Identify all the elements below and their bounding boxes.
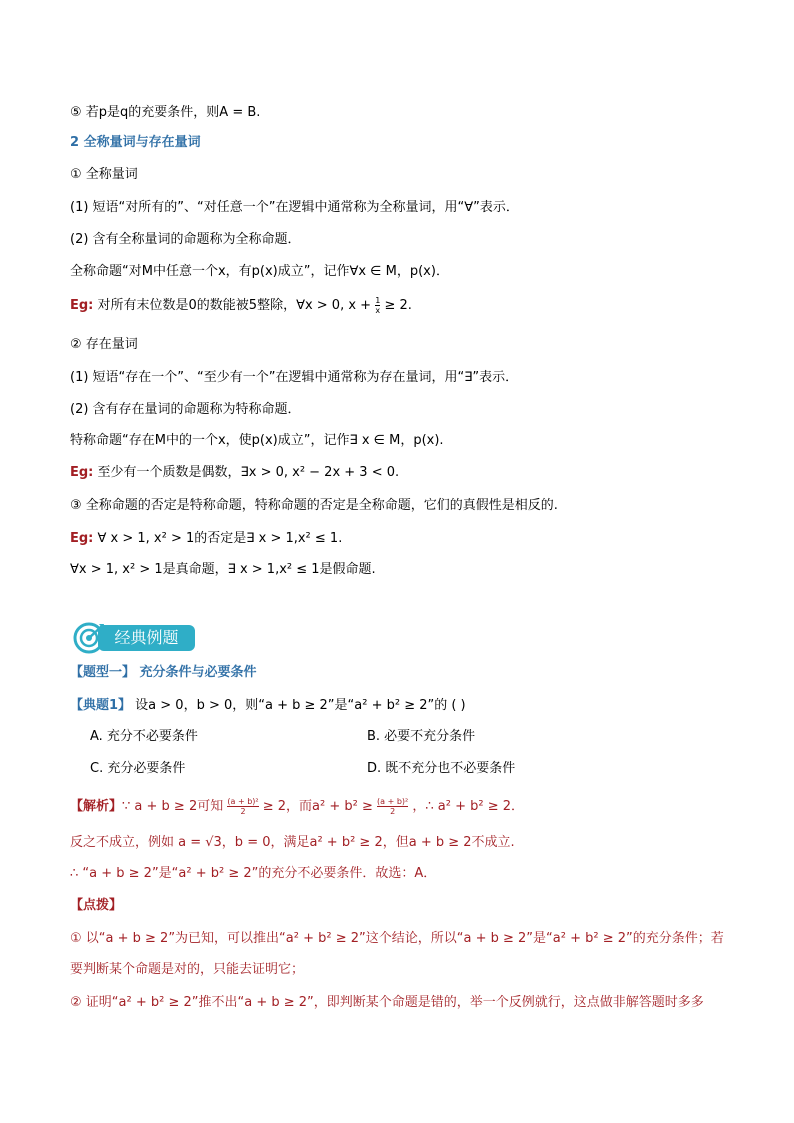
tip-line-1: ① 以“a + b ≥ 2”为已知，可以推出“a² + b² ≥ 2”这个结论，所以“a + b ≥ 2”是“a² + b² ≥ 2”的充分条件；若 [70, 931, 724, 946]
option-d: D. 既不充分也不必要条件 [367, 761, 516, 776]
universal-line-2: (2) 含有全称量词的命题称为全称命题． [70, 232, 301, 247]
eg-tail: ≥ 2. [384, 298, 412, 313]
option-c: C. 充分必要条件 [90, 761, 186, 776]
solution-line-2: 反之不成立，例如 a = √3，b = 0，满足a² + b² ≥ 2，但a + b ≥ 2不成立. [70, 835, 515, 850]
banner-label: 经典例题 [98, 625, 195, 651]
eg-text: 至少有一个质数是偶数，∃x > 0, x² − 2x + 3 < 0. [93, 465, 400, 480]
option-b: B. 必要不充分条件 [367, 729, 476, 744]
solution-text-a: ∵ a + b ≥ 2可知 [122, 799, 224, 814]
eg-text: 对所有末位数是0的数能被5整除，∀x > 0, x + [93, 298, 372, 313]
solution-label: 【解析】 [70, 799, 123, 814]
question-type-1 [70, 664, 257, 682]
tip-line-3: ② 证明“a² + b² ≥ 2”推不出“a + b ≥ 2”，即判断某个命题是错的，举一个反例就行，这点做非解答题时多多 [70, 995, 704, 1010]
negation-line: ③ 全称命题的否定是特称命题，特称命题的否定是全称命题，它们的真假性是相反的. [70, 498, 558, 513]
tip-label: 【点拨】 [70, 898, 123, 913]
item-5: ⑤ 若p是q的充要条件，则A = B. [70, 105, 261, 120]
existential-line-1: (1) 短语“存在一个”、“至少有一个”在逻辑中通常称为存在量词，用“∃”表示． [70, 370, 519, 385]
universal-line-1: (1) 短语“对所有的”、“对任意一个”在逻辑中通常称为全称量词，用“∀”表示． [70, 200, 519, 215]
existential-example [70, 464, 399, 482]
section-2-title: 2 全称量词与存在量词 [70, 135, 201, 150]
universal-example [70, 296, 412, 315]
eg-label: Eg: [70, 531, 94, 546]
eg-label: Eg: [70, 298, 94, 313]
negation-example [70, 530, 342, 548]
eg-label: Eg: [70, 465, 94, 480]
existential-line-2: (2) 含有存在量词的命题称为特称命题． [70, 402, 301, 417]
solution-line-1 [70, 797, 524, 816]
fraction: $\frac{\text{(a + b)²}}{2}$ [227, 797, 259, 816]
universal-line-3: 全称命题“对M中任意一个x，有p(x)成立”，记作∀x ∈ M，p(x)． [70, 264, 449, 279]
option-a: A. 充分不必要条件 [90, 729, 198, 744]
solution-text-b: ≥ 2，而a² + b² ≥ [262, 799, 373, 814]
example-label: 【典题1】 [70, 698, 132, 713]
existential-quantifier-title: ② 存在量词 [70, 337, 138, 352]
solution-text-c: ，∴ a² + b² ≥ 2． [412, 799, 524, 814]
negation-line-2: ∀x > 1, x² > 1是真命题，∃ x > 1,x² ≤ 1是假命题. [70, 562, 376, 577]
fraction: $\frac{1}{x}$ [375, 296, 381, 315]
eg-text: ∀ x > 1, x² > 1的否定是∃ x > 1,x² ≤ 1. [93, 531, 343, 546]
solution-line-3: ∴ “a + b ≥ 2”是“a² + b² ≥ 2”的充分不必要条件．故选：A． [70, 866, 437, 881]
type-title: 充分条件与必要条件 [135, 665, 257, 680]
fraction: $\frac{\text{(a + b)²}}{2}$ [377, 797, 409, 816]
example-text: 设a > 0，b > 0，则“a + b ≥ 2”是“a² + b² ≥ 2”的 ( ) [131, 698, 466, 713]
example-1 [70, 697, 466, 715]
type-label: 【题型一】 [70, 665, 136, 680]
tip-line-2: 要判断某个命题是对的，只能去证明它； [70, 962, 305, 977]
universal-quantifier-title: ① 全称量词 [70, 167, 138, 182]
classic-examples-banner [72, 621, 198, 655]
existential-line-3: 特称命题“存在M中的一个x，使p(x)成立”，记作∃ x ∈ M，p(x). [70, 433, 444, 448]
